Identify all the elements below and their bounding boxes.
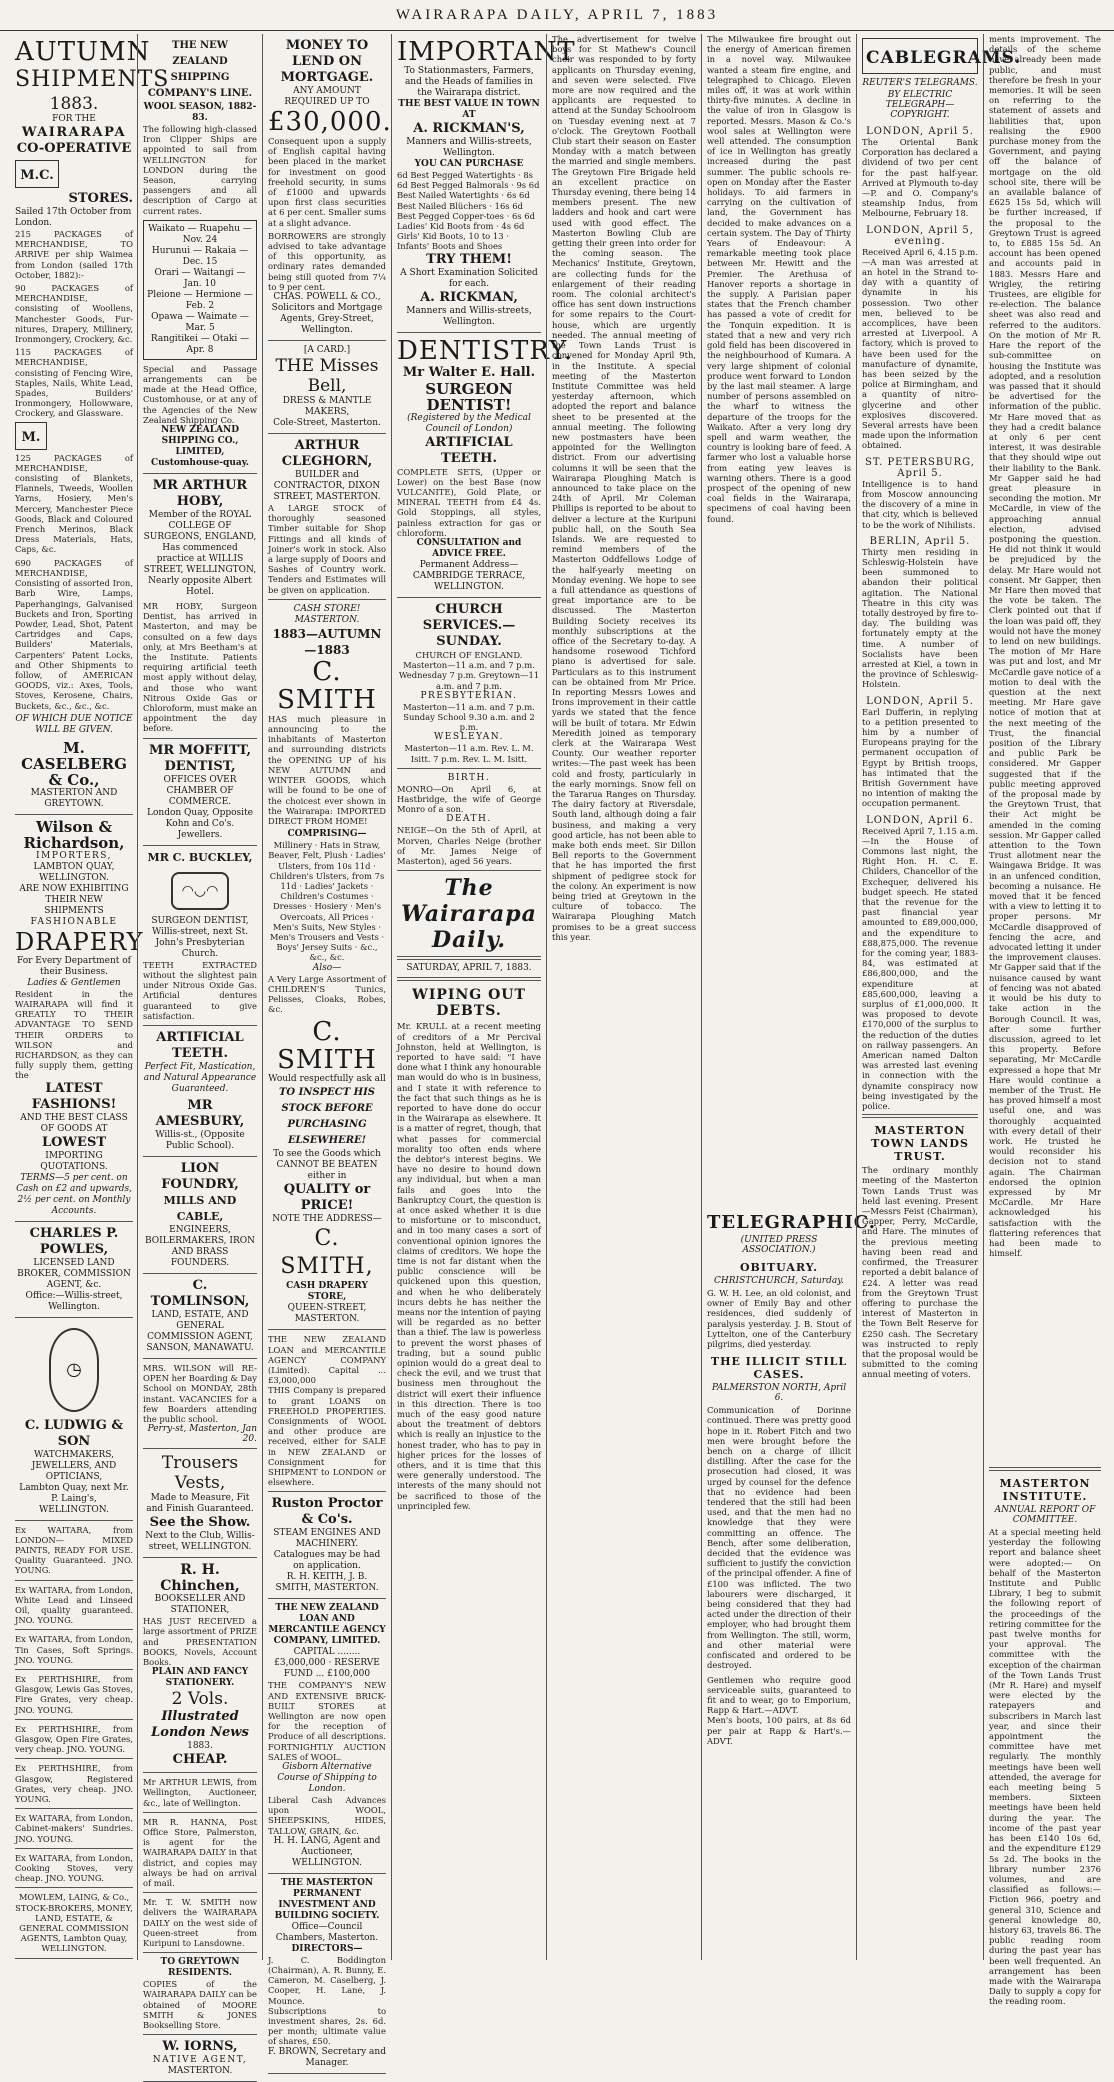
cable-london-4: Received April 7, 1.15 a.m.—In the House of Commons last night, the Right Hon. H. C. E. Childers, Chancellor of the Exchequer, delivered his budget speech. He stated that the revenue for the past financial year amounted to £89,000,000, and the expenditure to £88,875,000. The revenue for the coming year, 1883-84, was estimated at £86,800,000, and the expenditure at £85,600,000, leaving a surplus of £1,000,000. It was proposed to devote £170,000 of the surplus to the reduction of the duties on railway passengers. An American named Dalton was arrested last evening in connection with the dynamite conspiracy now being investigated by the police. (862, 825, 978, 1112)
stationery-line: PLAIN AND FANCY STATIONERY. (151, 1667, 249, 1689)
packages-4: 125 PACKAGES of MERCHANDISE, consisting of Blankets, Flannels, Tweeds, Woollen Yarns, Hosiery, Men's Mercery, Manchester Piece Goods, Black and Coloured French Merinos, Black Dress Materials, Hats, Caps, &c. (15, 452, 133, 555)
building-office: Office—Council Chambers, Masterton. (275, 1921, 379, 1943)
paper-date: SATURDAY, APRIL 7, 1883. (406, 963, 532, 974)
wr-name: Wilson & Richardson, (23, 817, 125, 852)
important-heading: IMPORTANT (397, 37, 576, 67)
church-heading: CHURCH SERVICES.—SUNDAY. (422, 602, 516, 650)
ludwig-ad (15, 1318, 133, 1521)
institute-sub: ANNUAL REPORT OF COMMITTEE. (994, 1505, 1096, 1525)
wr-ladies: Ladies & Gentlemen (27, 977, 121, 988)
column-3 (265, 34, 392, 2068)
waitara-ad-5: Ex WAITARA, from London, Cooking Stoves, very cheap. JNO. YOUNG. (15, 1849, 133, 1889)
trust-body: The ordinary monthly meeting of the Masterton Town Lands Trust was held last evening. Present—Messrs Feist (Chairman), Gapper, Perry, McCardle, and Hare. The minutes of the previous meeting having been read and confirmed, the Treasurer reported a debit balance of £24. A letter was read from the Greytown Trust offering to purchase the interest of Masterton in the Town Belt Reserve for £250 cash. The Secretary was instructed to reply that the proposal would be submitted to the coming annual meeting of voters. (862, 1165, 978, 1380)
purchase-line: YOU CAN PURCHASE (414, 159, 524, 169)
hoby-name: MR ARTHUR HOBY, (152, 478, 248, 510)
building-directors: J. C. Boddington (Chairman), A. R. Bunny, E. Cameron, M. Caselberg, J. Cooper, H. Lane, J. Mounce. (268, 1954, 386, 2006)
comprising-label: COMPRISING— (287, 829, 367, 840)
wr-importing: IMPORTING QUOTATIONS. (40, 1150, 108, 1172)
divider (397, 956, 541, 960)
hoby-body: MR HOBY, Surgeon Dentist, has arrived in Masterton, and may be consulted on a few days only, at Mrs Beetham's at the Institute. Patients requiring artificial teeth most apply without delay, and those who want Nitrous Oxide Gas or Chloroform, must make an appointment the day before. (143, 601, 257, 734)
coop-stores-ad (15, 34, 170, 815)
dentist-address: Permanent Address—CAMBRIDGE TERRACE, WELLINGTON. (412, 560, 526, 593)
card-label: [A CARD.] (303, 345, 351, 356)
also-label: Also— (312, 962, 342, 973)
ship-notice: The following high-classed Iron Clipper Ships are appointed to sail from WELLINGTON for LONDON during the Season, carrying passengers and all description of Cargo at current rates. (143, 124, 257, 216)
column-5 (549, 34, 699, 1960)
notice-line: OF WHICH DUE NOTICE WILL BE GIVEN. (15, 713, 133, 735)
clegh-body: A LARGE STOCK of thoroughly seasoned Timber suitable for Shop Fittings and all kinds of Joiner's work in stock. Also a large supply of Doors and Sashes of Country work. Tenders and Estimates will be given on application. (268, 503, 386, 595)
money-any: ANY AMOUNT REQUIRED UP TO (284, 86, 370, 107)
column-rule (546, 34, 547, 1960)
dateline-berlin: BERLIN, April 5. (869, 535, 971, 547)
also-body: A Very Large Assortment of CHILDREN'S Tunics, Pelisses, Cloaks, Robes, &c. (268, 973, 386, 1015)
money-body: Consequent upon a supply of English capital having been placed in the market for investment on good freehold security, in sums of £1000 and upwards upon first class securities at 6 per cent. Smaller sums at a slight advance. (268, 136, 386, 228)
table-row: Rangitikei — Otaki — Apr. 8 (150, 333, 250, 355)
table-row: Pleione — Hermione — Feb. 2 (147, 289, 253, 311)
hall-name: Mr Walter E. Hall. (402, 364, 536, 380)
iln-title: Illustrated London News (151, 1709, 249, 1741)
clegh-sub: BUILDER and CONTRACTOR, DIXON STREET, MASTERTON. (273, 470, 381, 503)
csmith-ad (268, 600, 386, 1330)
respectfully-line: Would respectfully ask all (268, 1074, 386, 1085)
column-rule (391, 34, 392, 1960)
smith-notice: Mr. T. W. SMITH now delivers the WAIRARAPA DAILY on the west side of Queen-street from Kuripuni to Lansdowne. (143, 1893, 257, 1953)
divider (397, 977, 541, 981)
powles-name: CHARLES P. POWLES, (29, 1225, 119, 1257)
perth-ad-3: Ex PERTHSHIRE, from Glasgow, Registered Grates, very cheap. JNO. YOUNG. (15, 1759, 133, 1809)
birth-heading: BIRTH. (447, 772, 491, 783)
clegh-name: ARTHUR CLEGHORN, (281, 438, 373, 470)
powles-office: Office:—Willis-street, Wellington. (25, 1290, 123, 1312)
wilson-richardson-ad (15, 815, 144, 1222)
wr-best: AND THE BEST CLASS OF GOODS AT (20, 1112, 128, 1134)
nz-loan-ad-2 (268, 1599, 386, 1873)
mowlem-ad: MOWLEM, LAING, & Co., STOCK-BROKERS, MONEY, LAND, ESTATE, & GENERAL COMMISSION AGENTS, Lambton Quay, WELLINGTON. (15, 1888, 133, 1958)
column-rule (137, 34, 138, 1960)
men-advt: Men's boots, 100 pairs, at 8s 6d per pair at Rapp & Hart's.—ADVT. (707, 1715, 851, 1746)
coop-label: CO-OPERATIVE (16, 141, 132, 156)
amesbury-name: MR AMESBURY, (155, 1097, 245, 1129)
buckley-name: MR C. BUCKLEY, (147, 850, 253, 864)
building-subs: Subscriptions to investment shares, 2s. 6d. per month; ultimate value of shares, £50. (268, 2005, 386, 2047)
powles-sub: LICENSED LAND BROKER, COMMISSION AGENT, &c. (17, 1257, 131, 1290)
wilson-school-ad (143, 1359, 257, 1449)
greytown-title: TO GREYTOWN RESIDENTS. (160, 1957, 240, 1979)
misses-addr: Cole-Street, Masterton. (273, 418, 381, 429)
table-row: Hurunui — Rakaia — Dec. 15 (151, 245, 249, 267)
misses-bell-ad (268, 341, 386, 434)
rickman-addr: Manners and Willis-streets, Wellington. (406, 137, 532, 158)
ruston-steam: STEAM ENGINES AND MACHINERY. (273, 1528, 381, 1550)
wool-season: WOOL SEASON, 1882-83. (143, 102, 257, 123)
school-date: Perry-st, Masterton, Jan 20. (147, 1424, 257, 1445)
obituary-heading: OBITUARY. (739, 1261, 819, 1274)
csmith-name-2: C. SMITH (277, 1017, 377, 1076)
illicit-body: Communication of Dorinne continued. There was pretty good hope in it. Robert Fitch and two men were brought before the bench on a charge of illicit distilling. After the case for the prosecution had closed, it was urged by counsel for the defence that no evidence had been tendered that the still had been used, and that the men had no knowledge that they were committing an offence. The Bench, after some deliberation, decided that the evidence was sufficient to justify the conviction of the principal offender. A fine of £100 was inflicted. The two labourers were discharged, it being considered that they had acted under the direction of their employer, who had brought them from Wellington. The still, worm, and other material were confiscated and ordered to be destroyed. (707, 1405, 851, 1671)
waitara-ad-2: Ex WAITARA, from London, White Lead and Linseed Oil, quality guaranteed. JNO. YOUNG. (15, 1581, 133, 1631)
column-rule (983, 34, 984, 1960)
caselberg-place: MASTERTON AND GREYTOWN. (30, 787, 118, 809)
ludwig-sub: WATCHMAKERS, JEWELLERS, AND OPTICIANS, (31, 1449, 117, 1482)
perth-ad-2: Ex PERTHSHIRE, from Glasgow, Open Fire Grates, very cheap. JNO. YOUNG. (15, 1720, 133, 1760)
building-brown: F. BROWN, Secretary and Manager. (268, 2046, 386, 2068)
misses-dress: DRESS & MANTLE MAKERS, (282, 396, 372, 418)
cablegrams-box (862, 38, 1022, 74)
ruston-ad (268, 1492, 386, 1599)
shirts-note: Made to Measure, Fit and Finish Guaranteed. (146, 1493, 254, 1515)
waitara-ad-1: Ex WAITARA, from LONDON— MIXED PAINTS, READY FOR USE. Quality Guaranteed. JNO. YOUNG. (15, 1521, 133, 1581)
money-amount: £30,000. (268, 107, 392, 137)
cable-london-2: Received April 6, 4.15 p.m.—A man was arrested at an hotel in the Strand to-day with a quantity of dynamite in his possession. Two other men, believed to be accomplices, have been arrested at Liverpool. A factory, which is proved to have been used for the manufacture of dynamite, has been seized by the police at Birmingham, and a quantity of nitro-glycerine and other explosives discovered. Several arrests have been made upon the information obtained. (862, 246, 978, 451)
wr-resident: Resident in the WAIRARAPA will find it GREATLY TO THEIR ADVANTAGE TO SEND THEIR ORDERS to WILSON and RICHARDSON, as they can fully supply them, getting the (15, 988, 133, 1081)
cheap-label: CHEAP. (172, 1752, 228, 1768)
lion-title: LION FOUNDRY, (161, 1160, 239, 1192)
wr-latest: LATEST FASHIONS! (31, 1080, 117, 1112)
registered-line: (Registered by the Medical Council of London) (407, 412, 531, 434)
dateline-london-1: LONDON, April 5. (866, 126, 974, 137)
surgeon-heading: SURGEON DENTIST! (425, 379, 513, 414)
rickman-ad (397, 34, 576, 333)
masthead-title: WAIRARAPA DAILY, APRIL 7, 1883 (395, 7, 719, 23)
ludwig-addr: Lambton Quay, next Mr. P. Laing's, WELLINGTON. (19, 1482, 129, 1515)
for-the: FOR THE (52, 114, 96, 124)
packages-2: 90 PACKAGES of MERCHANDISE, consisting of Woollens, Manchester Goods, Fur-nitures, Drapery, Millinery, Ironmongery, Crockery, &c. (15, 283, 133, 345)
best-value: THE BEST VALUE IN TOWN AT (398, 99, 540, 120)
ludwig-name: C. LUDWIG & SON (24, 1417, 124, 1449)
show-addr: Next to the Club, Willis-street, WELLINGTON. (145, 1531, 255, 1553)
table-row: Waikato — Ruapehu — Nov. 24 (148, 223, 252, 245)
reuter-line: REUTER'S TELEGRAMS. (862, 78, 978, 88)
column-7 (859, 34, 1022, 1960)
iorns-name: W. IORNS, (162, 2039, 238, 2055)
trousers-ad (143, 1449, 257, 1558)
iorns-native: NATIVE AGENT, (152, 2055, 248, 2066)
wr-showing: ARE NOW EXHIBITING THEIR NEW SHIPMENTS (19, 883, 129, 916)
lion-foundry-ad (143, 1157, 257, 1274)
tomlinson-ad (143, 1274, 257, 1359)
column-8 (986, 34, 1104, 2007)
waitara-ad-3: Ex WAITARA, from London, Tin Cases, Soft Springs. JNO. YOUNG. (15, 1630, 133, 1670)
csmith-name-3: C. SMITH, (280, 1226, 374, 1280)
leader-article (397, 871, 541, 1511)
cablegrams-heading: CABLEGRAMS. (866, 48, 1022, 68)
wairarapa-label: WAIRARAPA (21, 125, 127, 140)
autumn-line: 1883—AUTUMN—1883 (272, 626, 382, 657)
iorns-ad (143, 2035, 257, 2082)
mills-sub: ENGINEERS, BOILERMAKERS, IRON AND BRASS FOUNDERS. (145, 1224, 255, 1268)
csmith-name: C. SMITH (277, 656, 377, 715)
trust-continued-body: ments improvement. The details of the scheme have already been made public, and must therefore be fresh in your memories. It will be seen on referring to the statement of assets and liabilities that, upon realising the £900 purchase money from the Government, and paying off the balance of mortgage on the old school site, there will be an available balance of £625 15s 5d, which will be further increased, if the proposal to the Greytown Trust is agreed to, to £885 15s 5d. An account has been opened and accounts paid in 1883. Messrs Hare and Wrigley, the retiring Trustees, are eligible for re-election. The balance sheet was also read and referred to the auditors. On the motion of Mr R. Hare the report of the sub-committee on housing the Institute was adopted, and a resolution was passed that it should be advertised for the information of the public. Mr Hare moved that as they had a credit balance at only 6 per cent interest, it was desirable that they should wipe out their liability to the Bank. Mr Gapper said he had great pleasure in seconding the motion. Mr McCardle, in view of the approaching annual election, advised postponing the question. He did not think it would be prejudiced by the delay. Mr Hare would not consent. Mr Gapper, then Mr Hare then moved that the vote be taken. The Clerk pointed out that if the loan was paid off, they would not have the money to lend on new buildings. The motion of Mr Hare was put and lost, and Mr McCardle gave notice of a motion to deal with the question at the next meeting. Mr Hare gave notice of motion that at the next meeting of the Trust, the financial position of the Library and public Park be considered. Mr Gapper suggested that if the public meeting approved of the proposal made by the Greytown Trust, that their Act might be amended in the coming session. Mr Gapper called attention to the Town Trust allotment near the Waingawa Bridge. It was in an unfenced condition, becoming a nuisance. He moved that it be fenced with a view to letting it to proper persons. Mr McCardle disapproved of fencing the acre, and advocated letting it under the improvement clauses. Mr Gapper said that if the nuisance caused by want of fencing was not abated it would be his duty to take action in the Borough Council. It was, after some further discussion, agreed to let this property. Before separating, Mr McCardle expressed a hope that Mr Hare would continue a member of the Trust. He has proved himself a most useful one, and was thoroughly acquainted with every detail of their work. He trusted he would reconsider his decision not to stand again. The Chairman endorsed the opinion expressed by Mr McCardle. Mr Hare acknowledged his satisfaction with the flattering references that had been made to himself. (989, 34, 1101, 1259)
leader-headline: WIPING OUT DEBTS. (412, 987, 526, 1020)
column-rule (262, 34, 263, 1960)
iln-year: 1883. (187, 1741, 213, 1752)
consult-line: CONSULTATION and ADVICE FREE. (416, 538, 522, 560)
divider (989, 1467, 1101, 1471)
nzloan2-body: THE COMPANY'S NEW AND EXTENSIVE BRICK-BUILT STORES at Wellington are now open for the reception of Produce of all descriptions. FORTNIGHTLY AUCTION SALES of WOOL. (268, 1680, 386, 1762)
complete-sets: COMPLETE SETS, (Upper or Lower) on the best Base (now VULCANITE), Gold Plate, or MINERAL TEETH from £4 4s. Gold Stoppings, all styles, painless extraction for gas or chloroform. (397, 466, 541, 538)
ruston-catalogue: Catalogues may be had on application. (273, 1550, 381, 1572)
teeth-note: TEETH EXTRACTED without the slightest pain under Nitrous Oxide Gas. Artificial dentures guaranteed to give satisfaction. (143, 959, 257, 1021)
conv-line: To see the Goods which CANNOT BE BEATEN either in (273, 1149, 381, 1182)
vols-line: 2 Vols. (171, 1689, 229, 1710)
packages-1: 215 PACKAGES of MERCHANDISE, TO ARRIVE per ship Waimea from London (sailed 17th October, 1882):- (15, 229, 133, 280)
obituary-place: CHRISTCHURCH, Saturday. (714, 1276, 844, 1286)
column-6 (704, 34, 877, 1960)
hoby-addr: Has commenced practice at WILLIS STREET, WELLINGTON, Nearly opposite Albert Hotel. (143, 543, 257, 598)
wr-terms: TERMS—5 per cent. on Cash on £2 and upwards, 2½ per cent. on Monthly Accounts. (16, 1172, 132, 1216)
queen-street: QUEEN-STREET, MASTERTON. (287, 1303, 367, 1325)
buckley-sub: SURGEON DENTIST, Willis-street, next St. John's Presbyterian Church. (151, 915, 249, 959)
wr-lowest: LOWEST (41, 1134, 107, 1150)
lewis-notice: Mr ARTHUR LEWIS, from Wellington, Auctioneer, &c., late of Wellington. (143, 1773, 257, 1813)
artificial-title: ARTIFICIAL TEETH. (156, 1029, 244, 1061)
misses-name: THE Misses Bell, (275, 356, 379, 397)
shipments-heading: SHIPMENTS (15, 67, 170, 92)
waitara-ad-4: Ex WAITARA, from London, Cabinet-makers' Sundries. JNO. YOUNG. (15, 1809, 133, 1849)
moffitt-ad (143, 739, 257, 846)
church-services (397, 598, 541, 769)
mills-name: MILLS AND CABLE, (163, 1193, 237, 1223)
copyright-line: BY ELECTRIC TELEGRAPH—COPYRIGHT. (885, 90, 955, 120)
table-row: Orari — Waitangi — Jan. 10 (154, 267, 246, 289)
cash-store: CASH STORE! MASTERTON. (293, 603, 361, 625)
tomlinson-sub: LAND, ESTATE, AND GENERAL COMMISSION AGENT, SANSON, MANAWATU. (146, 1309, 254, 1353)
items-list: Millinery · Hats in Straw, Beaver, Felt, Plush · Ladies' Ulsters, from 10s 11d · Children's Ulsters, from 7s 11d · Ladies' Jackets · Children's Costumes · Dresses · Hosiery · Men's Overcoats, All Prices · Men's Suits, New Styles · Men's Trousers and Vests · Boys' Jersey Suits · &c., &c., &c. (268, 840, 386, 963)
moffitt-sub: OFFICES OVER CHAMBER OF COMMERCE. (163, 774, 237, 807)
inspect-line: TO INSPECT HIS STOCK BEFORE PURCHASING ELSEWHERE! (278, 1087, 376, 1147)
trust-heading: MASTERTON TOWN LANDS TRUST. (871, 1124, 969, 1164)
packages-5: 690 PACKAGES of MERCHANDISE, Consisting of assorted Iron, Barb Wire, Lamps, Paperhangings, Galvanised Buckets and Iron, Sporting Powder, Lead, Shot, Patent Cartridges and Caps, Builders' Materials, Carpenters' Patent Locks, and Other Shipments to follow, of AMERICAN GOODS, viz.: Axes, Tools, Stoves, Kerosene, Chairs, Buckets, &c., &c., &c. (15, 557, 133, 711)
news-items-body: The Milwaukee fire brought out the energy of American firemen in a novel way. Milwaukee wanted a steam fire engine, and telegraphed to Chicago. Eleven miles off, it was at work within thirty-five minutes. A decline in the value of iron in Glasgow is reported. Messrs. Mason & Co.'s wool sales at Wellington were well attended. The consumption of ice in Wellington has greatly increased during the past summer. The public schools re-open on Monday after the Easter holidays. To aid farmers in carrying on the cultivation of land, the Government has decided to make advances on a certain system. The Day of Thirty Years of Endeavour: A remarkable meeting took place between Mr. Hewitt and the Premier. The Arethusa of Hanover reports a shortage in the supply. A Parisian paper states that the French chamber has passed a vote of credit for the Tonquin expedition. It is stated that a new and very rich gold field has been discovered in the neighbourhood of Kumara. A very large shipment of colonial produce went forward to London by the last mail steamer. A large number of persons assembled on the wharf to witness the departure of the troops for the Waikato. After a very long dry spell and warm weather, the country is looking bare of feed. A farmer who lost a valuable horse from eating yew leaves is warning others. There is a good prospect of the opening of new coal fields in the Wairarapa, specimens of coal having been found. (707, 34, 851, 524)
cable-petersburg: Intelligence is to hand from Moscow announcing the discovery of a mine in that city, which is believed to be the work of Nihilists. (862, 478, 978, 530)
iorns-place: MASTERTON. (167, 2066, 233, 2077)
vests-heading: Vests, (174, 1473, 226, 1494)
note-line: NOTE THE ADDRESS— (272, 1214, 382, 1225)
illicit-heading: THE ILLICIT STILL CASES. (710, 1355, 848, 1382)
sailed-note: Sailed 17th October from London. (15, 207, 132, 228)
nzship-signoff: NEW ZEALAND SHIPPING CO., LIMITED, Customhouse-quay. (150, 425, 250, 469)
packages-3: 115 PACKAGES of MERCHANDISE, consisting of Fencing Wire, Staples, Nails, White Lead, Spades, Builders' Ironmongery, Hollowware, Crockery, and Glassware. (15, 347, 133, 419)
hoby-sub: Member of the ROYAL COLLEGE OF SURGEONS, ENGLAND, (143, 510, 257, 543)
school-body: MRS. WILSON will RE-OPEN her Boarding & Day School on MONDAY, 28th instant. VACANCIES for a few Boarders attending the public school. (143, 1362, 257, 1424)
dateline-london-4: LONDON, April 6. (866, 814, 974, 826)
cash-drapery: CASH DRAPERY STORE, (286, 1281, 368, 1303)
borrowers-body: BORROWERS are strongly advised to take advantage of this opportunity, as ordinary rates demanded being still quoted from 7¼ to 9 per cent. (268, 230, 386, 292)
chinchen-body: HAS JUST RECEIVED a large assortment of PRIZE and PRESENTATION BOOKS, Novels, Account Books. (143, 1616, 257, 1667)
death-body: NEIGE—On the 5th of April, at Morven, Charles Neige (brother of Mr. James Neige of Masterton), aged 56 years. (397, 825, 541, 867)
autumn-heading: AUTUMN (15, 37, 151, 67)
tomlinson-name: C. TOMLINSON, (150, 1277, 250, 1309)
wr-every-dept: For Every Department of their Business. (16, 955, 132, 977)
cleghorn-ad (268, 434, 386, 600)
presb-body: Masterton—11 a.m. and 7 p.m. Sunday School 9.30 a.m. and 2 p.m. (403, 701, 535, 733)
chinchen-sub: BOOKSELLER AND STATIONER, (154, 1594, 246, 1616)
stores-label: STORES. (68, 191, 133, 206)
cable-berlin: Thirty men residing in Schleswig-Holstein have been summoned to abandon their political agitation. The National Theatre in this city was totally destroyed by fire to-day. The building was fortunately empty at the time. A number of Socialists have been arrested at Kiel, a town in the province of Schleswig-Holstein. (862, 546, 978, 690)
quality-line: QUALITY or PRICE! (283, 1182, 371, 1214)
column-4 (394, 34, 576, 1960)
dentistry-ad (397, 333, 574, 598)
wesleyan-body: Masterton—11 a.m. Rev. L. M. Isitt. 7 p.m. Rev. L. M. Isitt. (404, 743, 534, 764)
chinchen-name: R. H. Chinchen, (160, 1562, 240, 1595)
local-news-body: The advertisement for twelve boys for St Mathew's Council choir was responded to by forty applicants on Thursday evening, and seven were selected. Five more are now required and the applicants are requested to attend at the Sunday Schoolroom on Tuesday evening next at 7 o'clock. The Greytown Football Club start their season on Easter Monday with a match between the married and single members. The Greytown Fire Brigade held an excellent practice on Thursday evening, there being 14 members present. The new ladders and hook and cart were used with good effect. The Masterton Bowling Club are getting their green into order for the coming season. The Mechanics' Institute, Greytown, are collecting funds for the enlargement of their reading room. The colonial architect's office has sent down instructions for some repairs to the Court-house, which are urgently needed. The annual meeting of the Town Lands Trust is convened for Monday April 9th, in the Institute. A special meeting of the Masterton Institute Committee was held yesterday afternoon, which adopted the report and balance sheet to be presented at the annual meeting. The following new postmasters have been appointed for the Wellington district. From our advertising columns it will be seen that the Wairarapa Ploughing Match is announced to take place on the 24th of April. Mr Coleman Phillips is reported to be about to deliver a lecture at the Kuripuni public hall, on the South Sea Islands. We are requested to remind members of the Masterton Oddfellows Lodge of the half-yearly meeting on Monday evening. We hope to see a full attendance as questions of great importance are to be discussed. The Masterton Building Society receives its monthly subscriptions at the office of the Secretary to-day. A handsome rosewood Tichford piano is advertised for sale. Particulars as to this instrument can be obtained from Mr Price. In reporting Messrs Lowes and Irons improvement in their cattle yards we stated that the fence will be built of totara. Mr Edwin Meredith joined as temporary clerk at the Wairarapa West County. Our weather reporter writes:—The past week has been cold and frosty, particularly in the early mornings. Snow fell on the Tararua Ranges on Thursday. The dairy factory at Riversdale, South land, although doing a fair business, and making a very good article, has not been able to make both ends meet. Sir Dillon Bell reports to the Government that he has imported the first shipment of pedigree stock for the colony. An experiment is now being tried at Greytown in the culture of tobacco. The Wairarapa Ploughing Match promises to be a great success this year. (552, 34, 696, 942)
show-heading: See the Show. (149, 1515, 251, 1531)
rickman-name: A. RICKMAN'S, (413, 121, 525, 136)
wr-importers: IMPORTERS, (36, 850, 112, 861)
moffitt-name: MR MOFFITT, DENTIST, (149, 742, 251, 774)
hanna-notice: MR R. HANNA, Post Office Store, Palmerston, is agent for the WAIRARAPA DAILY in that district, and copies may always be had on arrival of mail. (143, 1813, 257, 1893)
wr-fashionable: FASHIONABLE (30, 916, 118, 927)
artificial-teeth-ad (143, 1026, 257, 1157)
dateline-london-3: LONDON, April 5. (866, 695, 974, 707)
newspaper-page (12, 34, 1104, 2077)
powell-signoff: CHAS. POWELL & CO., Solicitors and Mortgage Agents, Grey-Street, Wellington. (271, 292, 383, 336)
important-sub: To Stationmasters, Farmers, and the Heads of families in the Wairarapa district. (404, 66, 534, 98)
cable-london-1: The Oriental Bank Corporation has declared a dividend of two per cent for the past half-year. Arrived at Plymouth to-day—P. and O. Company's steamship Indus, from Melbourne, February 18. (862, 137, 978, 219)
trial-line: A Short Examination Solicited for each. (400, 267, 538, 289)
moffitt-addr: London Quay, Opposite Kohn and Co's. Jewellers. (147, 807, 253, 840)
birth-body: MONRO—On April 6, at Hastbridge, the wife of George Monro of a son. (397, 783, 541, 815)
nzloan2-title: THE NEW ZEALAND LOAN AND MERCANTILE AGENCY COMPANY, LIMITED. (268, 1603, 386, 1647)
trousers-heading: Trousers (161, 1453, 239, 1474)
rickman-addr-2: Manners and Willis-streets, Wellington. (406, 305, 532, 327)
artificial-sub: Perfect Fit, Mastication, and Natural Appearance Guaranteed. (143, 1061, 257, 1094)
cable-london-3: Earl Dufferin, in replying to a petition presented to him by a number of Europeans praying for the permanent occupation of Egypt by British troops, has intimated that the British Government have no intention of making the occupation permanent. (862, 706, 978, 809)
column-rule (856, 34, 857, 1960)
building-directors-label: DIRECTORS— (291, 1943, 363, 1954)
nzloan2-skins: Gisborn Alternative Course of Shipping to London. (277, 1762, 377, 1795)
greytown-body: COPIES of the WAIRARAPA DAILY can be obtained of MOORE SMITH & JONES Bookselling Store. (143, 1979, 257, 2030)
nzloan2-advances: Liberal Cash Advances upon WOOL, SHEEPSKINS, HIDES, TALLOW, GRAIN, &c. (268, 1795, 386, 1836)
illicit-place: PALMERSTON NORTH, April 6. (711, 1383, 847, 1404)
mc-mark: M.C. (15, 160, 59, 188)
watch-icon: ◷ (49, 1328, 99, 1412)
dentistry-heading: DENTISTRY. (397, 335, 574, 366)
masthead (0, 0, 1114, 31)
column-1 (12, 34, 170, 1960)
m-mark: M. (15, 422, 47, 450)
nzloan-body: THIS Company is prepared to grant LOANS on FREEHOLD PROPERTIES. Consignments of WOOL and other produce are received, either for SALE in NEW ZEALAND or Consignment for SHIPMENT to LONDON or elsewhere. (268, 1385, 386, 1488)
greytown-notice (143, 1953, 257, 2035)
gents-advt: Gentlemen who require good serviceable suits, guaranteed to fit and to wear, go to Emporium, Rapp & Hart.—ADVT. (707, 1674, 851, 1716)
leader-body: Mr. KRULL at a recent meeting of creditors of a Mr Percival Johnston, held at Wellington, is reported to have said: "I have done what I think any honourable man would do who is in business, and I state it with reference to the fact that such things as he is reported to have done do occur in the Wairarapa as elsewhere. It is a matter of regret, though, that what passes for commercial morality too often ends where the debtor's interest begins. We have no desire to hound down any individual, but when a man fails and goes into the Bankruptcy Court, the question is at once asked whether it is due to misfortune or to misconduct, and in too many cases a sort of conventional opinion ignores the claims of creditors. We hope the time is not far distant when the public conscience will be quickened upon this question, and when he who deliberately incurs debts he has neither the means nor the intention of paying will be regarded as no better than a thief. The law is powerless to prevent the worst phases of trading, but a sound public opinion would do a great deal to check the evil, and we trust that business men throughout the district will exert their influence in this direction. There is too much of the easy good nature about the treatment of debtors which is really an injustice to the honest trader, who has to pay in higher prices for the losses of others, and it is time that this were generally understood. The interests of the many should not be sacrificed to those of the unprincipled few. (397, 1021, 541, 1511)
building-society-ad (268, 1874, 386, 2074)
nzship-title: THE NEW ZEALAND SHIPPING COMPANY'S LINE. (147, 40, 253, 99)
sailing-table (143, 220, 257, 360)
passage-note: Special and Passage arrangements can be made at the Head Office, Customhouse, or at any of the Agencies of the New Zealand Shipping Co. (143, 363, 257, 425)
hoby-ad (143, 474, 257, 739)
birth-death-notices (397, 769, 541, 871)
telegraphic-heading: TELEGRAPHIC. (707, 1212, 877, 1233)
teeth-icon: ◠◡◠ (171, 872, 229, 910)
nz-shipping-ad (143, 34, 257, 474)
press-line: (UNITED PRESS ASSOCIATION.) (740, 1235, 818, 1255)
paper-nameplate: The Wairarapa Daily. (401, 875, 537, 954)
dateline-petersburg: ST. PETERSBURG, April 5. (865, 456, 975, 479)
perth-ad-1: Ex PERTHSHIRE, from Glasgow, Lewis Gas Stoves, Fire Grates, very cheap. JNO. YOUNG. (15, 1670, 133, 1720)
church-body: CHURCH OF ENGLAND. Masterton—11 a.m. and 7 p.m. Wednesday 7 p.m. Greytown—11 a.m. and 7 p.m. (398, 650, 540, 691)
artificial-teeth-heading: ARTIFICIAL TEETH. (425, 434, 513, 466)
column-rule (701, 34, 702, 1960)
ruston-name: Ruston Proctor & Co's. (271, 1496, 383, 1528)
presb-heading: PRESBYTERIAN. (420, 690, 518, 701)
wr-drapery: DRAPERY (15, 927, 144, 956)
csmith-body: HAS much pleasure in announcing to the inhabitants of Masterton and surrounding districts the OPENING UP of his NEW AUTUMN and WINTER GOODS, which will be found to be one of the choicest ever shown in the Wairarapa: IMPORTED DIRECT FROM HOME! (268, 713, 386, 826)
prices-list: 6d Best Pegged Watertights · 8s 6d Best Pegged Balmorals · 9s 6d Best Nailed Watertights · 6s 6d Best Nailed Blüchers · 16s 6d Best Pegged Copper-toes · 6s 6d Ladies' Kid Boots from · 4s 6d Girls' Kid Boots, 10 to 13 · Infants' Boots and Shoes (397, 170, 540, 252)
dateline-london-2: LONDON, April 5, evening. (866, 224, 974, 247)
ruston-keith: R. H. KEITH, J. B. SMITH, MASTERTON. (275, 1572, 379, 1594)
chinchen-ad (143, 1558, 257, 1773)
nzloan2-lang: H. H. LANG, Agent and Auctioneer, WELLINGTON. (273, 1835, 381, 1868)
institute-body: At a special meeting held yesterday the following report and balance sheet were adopted:— On behalf of the Masterton Institute and Public Library, I beg to submit the following report of the proceedings of the retiring committee for the past twelve months for your approval. The committee with the exception of the chairman of the Town Lands Trust (Mr R. Hare) and myself were elected by the ratepayers and subscribers in March last year, and since their appointment the committee have met regularly. The monthly meetings have been well attended, the average for each meeting being 5 members. Sixteen meetings have been held during the year. The income of the past year has been £140 10s 6d, and the expenditure £129 5s 2d. The books in the library number 2376 volumes, and are classified as follows:—Fiction 966, poetry and general 310, Science and general knowledge 80, history 63, travels 86. The public reading room during the past year has been well frequented. An arrangement has been made with the Wairarapa Daily to supply a copy for the reading room. (989, 1527, 1101, 2007)
wesleyan-heading: WESLEYAN. (434, 732, 504, 743)
money-title: MONEY TO LEND ON MORTGAGE. (280, 38, 374, 85)
nzloan2-capital: CAPITAL ........ £3,000,000 · RESERVE FUND ... £100,000 (274, 1647, 380, 1680)
wr-quay: LAMBTON QUAY, WELLINGTON. (33, 861, 115, 883)
institute-heading: MASTERTON INSTITUTE. (999, 1477, 1091, 1503)
buckley-ad (143, 846, 257, 1026)
building-title: THE MASTERTON PERMANENT INVESTMENT AND BUILDING SOCIETY. (274, 1877, 380, 1921)
amesbury-addr: Willis-st., (Opposite Public School). (155, 1129, 245, 1151)
try-line: TRY THEM! (426, 251, 512, 267)
nzloan-title: THE NEW ZEALAND LOAN and MERCANTILE AGENCY COMPANY (Limited). Capital ... £3,000,000 (268, 1334, 386, 1386)
caselberg-name: M. CASELBERG & Co., (21, 738, 127, 789)
shipments-year: 1883. (49, 94, 99, 114)
column-2 (140, 34, 260, 2077)
death-heading: DEATH. (446, 814, 492, 825)
powles-ad (15, 1222, 133, 1318)
divider (862, 1114, 978, 1118)
rickman-name-2: A. RICKMAN, (420, 289, 518, 305)
table-row: Opawa — Waimate — Mar. 5 (151, 311, 249, 333)
money-lend-ad (268, 34, 392, 341)
obituary-body: G. W. H. Lee, an old colonist, and owner of Emily Bay and other residences, died suddenly of paralysis yesterday. J. B. Stout of Lyttelton, one of the Canterbury pilgrims, died yesterday. (707, 1288, 851, 1350)
nz-loan-ad (268, 1330, 386, 1492)
